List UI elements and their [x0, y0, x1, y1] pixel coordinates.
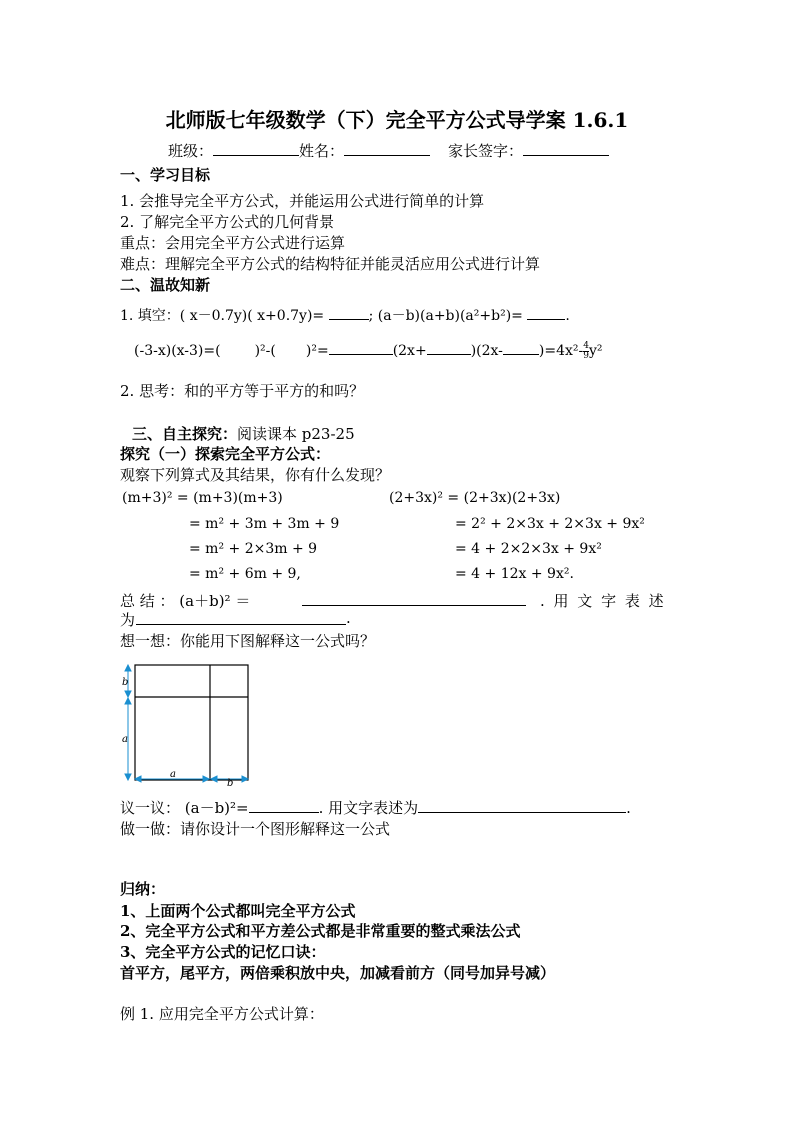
summary-blank-formula[interactable] — [302, 592, 526, 606]
label-b-left: b — [122, 677, 129, 688]
summary-a: 总 结 ： (a＋b)² ＝ — [120, 592, 251, 610]
discuss-c: . — [626, 799, 631, 817]
discuss-line — [120, 797, 631, 818]
q1-line2-b: )²-( — [254, 343, 276, 359]
summary-d: . — [346, 609, 351, 627]
q1-line2-c: )²= — [305, 343, 329, 359]
discuss-b: . 用文字表述为 — [318, 799, 419, 817]
q1-line2-e: )(2x- — [470, 343, 503, 359]
example-1: 例 1. 应用完全平方公式计算： — [120, 1005, 324, 1023]
q1-blank-1[interactable] — [329, 306, 369, 320]
label-a-bottom: a — [170, 769, 176, 780]
section-3-heading-bold: 三、自主探究： — [132, 425, 238, 443]
right-eq-3: = 4 + 2×2×3x + 9x² — [455, 541, 602, 557]
summary-item-3: 3、完全平方公式的记忆口诀： — [120, 943, 326, 961]
q1-part-b: ; (a－b)(a+b)(a²+b²)= — [368, 308, 528, 324]
section-3-heading-rest: 阅读课本 p23-25 — [237, 425, 355, 443]
q1-line2-d: (2x+ — [392, 343, 427, 359]
explore-title: 探究（一）探索完全平方公式： — [120, 445, 331, 463]
summary-blank-words[interactable] — [136, 611, 346, 625]
q1-line2-a: (-3-x)(x-3)=( — [134, 343, 221, 359]
q1-blank-6[interactable] — [427, 341, 471, 355]
discuss-a: 议一议： (a－b)²= — [120, 799, 249, 817]
difficult-point: 难点：理解完全平方公式的结构特征并能灵活应用公式进行计算 — [120, 255, 541, 273]
page-title: 北师版七年级数学（下）完全平方公式导学案 1.6.1 — [165, 108, 629, 132]
section-1-heading: 一、学习目标 — [120, 166, 211, 184]
q1-line2-g: y² — [588, 343, 603, 359]
q1-blank-7[interactable] — [503, 341, 539, 355]
name-label: 姓名： — [299, 142, 345, 160]
q1-blank-5[interactable] — [329, 341, 393, 355]
right-eq-2: = 2² + 2×3x + 2×3x + 9x² — [455, 516, 645, 532]
right-eq-4: = 4 + 12x + 9x². — [455, 566, 574, 582]
q1-line2-f: )=4x²- — [538, 343, 584, 359]
outer-square — [135, 665, 248, 780]
summary-c: 为 — [120, 611, 136, 629]
fraction-numerator: 4 — [583, 340, 589, 351]
q1-blank-2[interactable] — [527, 306, 565, 320]
do-it: 做一做：请你设计一个图形解释这一公式 — [120, 820, 391, 838]
section-3-heading — [132, 423, 355, 444]
summary-b: . 用 文 字 表 述 — [540, 592, 666, 610]
think-question: 想一想：你能用下图解释这一公式吗？ — [120, 632, 376, 650]
summary-heading: 归纳： — [120, 880, 166, 898]
question-2: 2. 思考：和的平方等于平方的和吗？ — [120, 382, 365, 400]
label-b-bottom: b — [227, 778, 234, 786]
sign-field[interactable] — [523, 142, 609, 156]
info-line — [168, 140, 609, 161]
left-eq-2: = m² + 3m + 3m + 9 — [189, 516, 340, 532]
goal-2: 2. 了解完全平方公式的几何背景 — [120, 213, 335, 231]
left-eq-1: (m+3)² = (m+3)(m+3) — [122, 490, 283, 506]
key-point: 重点：会用完全平方公式进行运算 — [120, 234, 346, 252]
section-2-heading: 二、温故知新 — [120, 276, 211, 294]
left-eq-4: = m² + 6m + 9, — [189, 566, 301, 582]
goal-1: 1. 会推导完全平方公式，并能运用公式进行简单的计算 — [120, 192, 485, 210]
class-field[interactable] — [213, 142, 299, 156]
question-1-line-2 — [134, 341, 603, 361]
summary-item-4: 首平方，尾平方，两倍乘积放中央，加减看前方（同号加异号减） — [120, 964, 556, 982]
summary-item-2: 2、完全平方公式和平方差公式都是非常重要的整式乘法公式 — [120, 922, 521, 940]
q1-part-a: 1. 填空：( x－0.7y)( x+0.7y)= — [120, 308, 329, 324]
label-a-left: a — [122, 734, 128, 745]
class-label: 班级： — [168, 142, 214, 160]
question-1-line-1 — [120, 305, 570, 325]
left-eq-3: = m² + 2×3m + 9 — [189, 541, 318, 557]
summary-item-1: 1、上面两个公式都叫完全平方公式 — [120, 902, 356, 920]
right-eq-1: (2+3x)² = (2+3x)(2+3x) — [389, 490, 561, 506]
square-diagram — [118, 656, 258, 786]
q1-part-c: . — [565, 308, 570, 324]
name-field[interactable] — [344, 142, 430, 156]
fraction-denominator: 9 — [583, 350, 589, 361]
discuss-blank-words[interactable] — [418, 799, 626, 813]
observe-instruction: 观察下列算式及其结果，你有什么发现？ — [120, 466, 391, 484]
sign-label: 家长签字： — [448, 142, 524, 160]
discuss-blank-formula[interactable] — [249, 799, 319, 813]
